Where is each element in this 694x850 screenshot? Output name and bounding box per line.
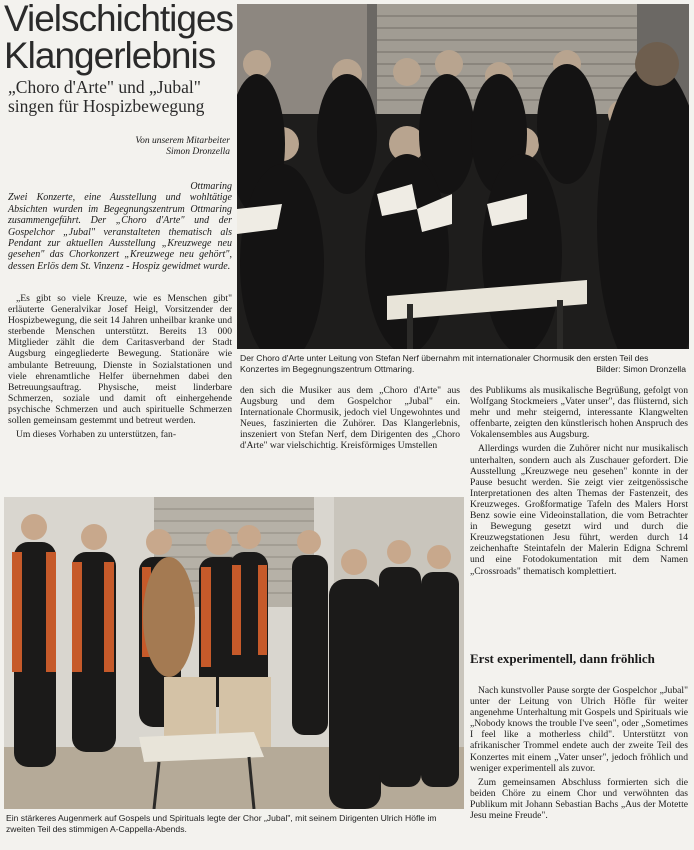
article-column-3-continued (470, 685, 688, 824)
paragraph: den sich die Musiker aus dem „Choro d'Arte" aus Augsburg und dem Gospelchor „Jubal" ein. Internationale Chormusik, jedoch viel Ungewohntes und Neues, faszinierten die Zuhörer. Das Klangerlebnis, inszeniert von Stefan Nerf, dem Dirigenten des „Choro d'Arte" war vielschichtig. Kreisförmiges Umstellen (240, 385, 460, 452)
paragraph: Nach kunstvoller Pause sorgte der Gospelchor „Jubal" unter der Leitung von Ulrich Höfle für weiter angenehme Unterhaltung mit Gospels und Spirituals wie „Nobody knows the trouble I've seen", oder „Sometimes I feel like a motherless child". Unterstützt von afrikanischer Trommel endete auch der zweite Teil des Konzertes mit einem „Vater unser", jedoch fröhlich und weniger experimentell als zuvor. (470, 685, 688, 774)
dateline-location: Ottmaring (190, 181, 232, 192)
photo1-caption-text: Der Choro d'Arte unter Leitung von Stefan Nerf übernahm mit internationaler Chormusik den ersten Teil des Konzertes im Begegnungszentrum Ottmaring. (240, 353, 649, 374)
photo-credit: Bilder: Simon Dronzella (596, 364, 686, 374)
article-column-2 (240, 385, 460, 455)
subheadline: „Choro d'Arte" und „Jubal" singen für Hospizbewegung (8, 77, 205, 116)
photo-choro-darte (237, 4, 689, 349)
photo-gospelchor-jubal (4, 497, 464, 809)
paragraph: „Es gibt so viele Kreuze, wie es Menschen gibt" erläuterte Generalvikar Josef Heigl, Vorsitzender der Hospizbewegung, die seit 14 Jahren unheilbar kranke und sterbende Menschen unterstützt. Bereits 13 000 Mitglieder zählt die dem Caritasverband der Stadt Augsburg eingegliederte Bewegung. Stationäre wie ambulante Betreuung, Dienste in Sozialstationen und viele ehrenamtliche Helfer übernehmen dabei den Betreuungsauftrag. Physische, meist linderbare Schmerzen, soziale und damit oft einhergehende psychische Schmerzen und auch spirituelle Schmerzen sollen gemeinsam gestemmt und betreut werden. (8, 293, 232, 427)
photo2-caption: Ein stärkeres Augenmerk auf Gospels und Spirituals legte der Chor „Jubal", mit seinem Dirigenten Ulrich Höfle im zweiten Teil des stimmigen A-Cappella-Abends. (6, 813, 437, 834)
byline-author: Simon Dronzella (166, 147, 230, 157)
photo1-caption (240, 353, 686, 375)
headline: Vielschichtiges Klangerlebnis (4, 0, 234, 76)
section-subheading: Erst experimentell, dann fröhlich (470, 651, 655, 666)
byline-label: Von unserem Mitarbeiter (135, 136, 230, 146)
article-column-3 (470, 385, 688, 580)
paragraph: Allerdings wurden die Zuhörer nicht nur musikalisch unterhalten, sondern auch als Zuschauer gefordert. Die Ausstellung „Kreuzwege neu gesehen" konnte in der Pause besucht werden. Sie zeigt vier zeitgenössische Interpretationen des alten Themas der Fastenzeit, des Kreuzweges. Großformatige Tafeln des Malers Horst Benz sowie eine Videoinstallation, die vom Betrachter in Bewegung gesetzt wird und durch die Kreuzwegstationen Jesu führt, werden durch 14 zeichenhafte Steintafeln der Malerin Edigna Schreml und eine Fotodokumentation mit dem Namen „Crossroads" thematisch komplettiert. (470, 443, 688, 577)
article-column-1 (8, 293, 232, 443)
paragraph: des Publikums als musikalische Begrüßung, gefolgt von Wolfgang Stockmeiers „Vater unser", das flüsternd, sich mehr und mehr steigernd, interessante Klangwelten offenbarte, zeigten den künstlerisch hohen Anspruch des Vokalensembles aus Augsburg. (470, 385, 688, 441)
byline (60, 136, 230, 158)
intro-text: Zwei Konzerte, eine Ausstellung und wohltätige Absichten wurden im Begegnungszentrum Ottmaring zusammengeführt. Der „Choro d'Arte" und der Gospelchor „Jubal" veranstalteten thematisch als Pendant zur aktuellen Ausstellung „Kreuzwege neu gesehen" das Chorkonzert „Kreuzwege neu gehört", dessen Erlös dem St. Vinzenz - Hospiz gewidmet wurde. (8, 192, 232, 272)
paragraph: Um dieses Vorhaben zu unterstützen, fan- (16, 429, 177, 441)
intro-paragraph (8, 181, 232, 272)
paragraph: Zum gemeinsamen Abschluss formierten sich die beiden Chöre zu einem Chor und verwöhnten das Publikum mit Johann Sebastian Bachs „Aus der Motette Jesu meine Freude". (470, 776, 688, 822)
